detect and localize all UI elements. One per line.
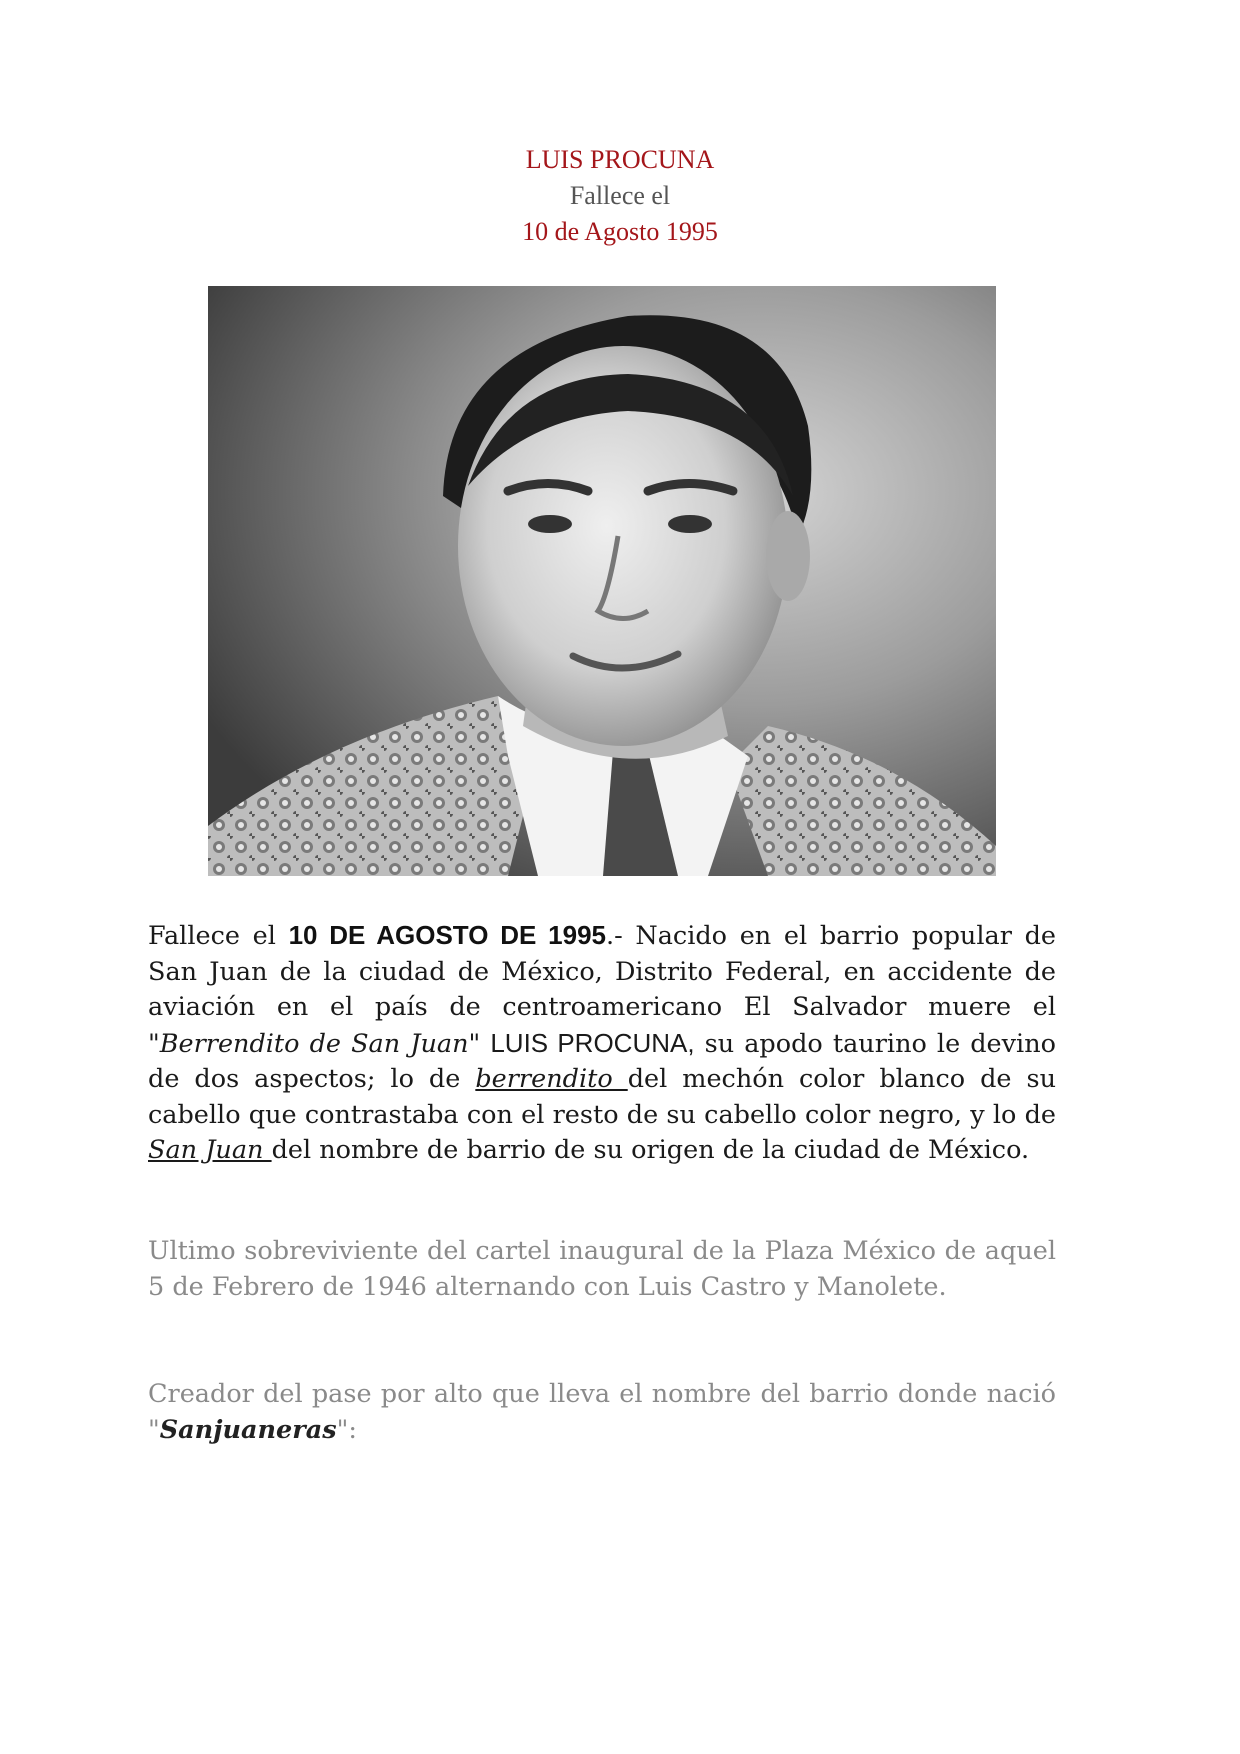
inaugural-paragraph: Ultimo sobreviviente del cartel inaugural de la Plaza México de aquel 5 de Febrero de 1946 alternando con Luis Castro y Manolete. — [148, 1236, 1056, 1302]
p1-term-san-juan: San Juan — [148, 1135, 272, 1165]
p3-tail: ": — [336, 1414, 357, 1445]
portrait-illustration — [208, 286, 996, 876]
p1-quote-close: " — [468, 1028, 491, 1059]
sanjuaneras-paragraph — [148, 1377, 1056, 1448]
p1-birthplace: .- Nacido en el barrio popular de San Juan de la ciudad de México, Distrito Federal, en accidente de aviación en el país de centroamericano El Salvador muere el " — [148, 921, 1056, 1059]
p1-hair-description: del mechón color blanco de su cabello que contrastaba con el resto de su cabello color negro, y lo de — [148, 1064, 1057, 1130]
portrait-photo — [208, 286, 996, 876]
p1-nickname: Berrendito de San Juan — [159, 1028, 469, 1059]
title-subtitle: Fallece el — [569, 181, 671, 210]
document-header — [0, 142, 1240, 250]
title-name: LUIS PROCUNA — [525, 145, 715, 174]
p1-name: LUIS PROCUNA, — [490, 1027, 695, 1058]
p1-term-berrendito: berrendito — [475, 1064, 628, 1094]
p1-origin: del nombre de barrio de su origen de la ciudad de México. — [271, 1135, 1030, 1165]
p3-term-sanjuaneras: Sanjuaneras — [159, 1414, 337, 1445]
p1-nickname-explanation: su apodo taurino le devino de dos aspectos; lo de — [148, 1028, 1056, 1094]
biography-paragraph — [148, 918, 1056, 1169]
p1-lead: Fallece el — [148, 921, 289, 951]
p1-death-date: 10 DE AGOSTO DE 1995 — [288, 920, 606, 950]
title-date: 10 de Agosto 1995 — [522, 217, 718, 246]
p3-lead: Creador del pase por alto que lleva el nombre del barrio donde nació " — [148, 1379, 1056, 1445]
